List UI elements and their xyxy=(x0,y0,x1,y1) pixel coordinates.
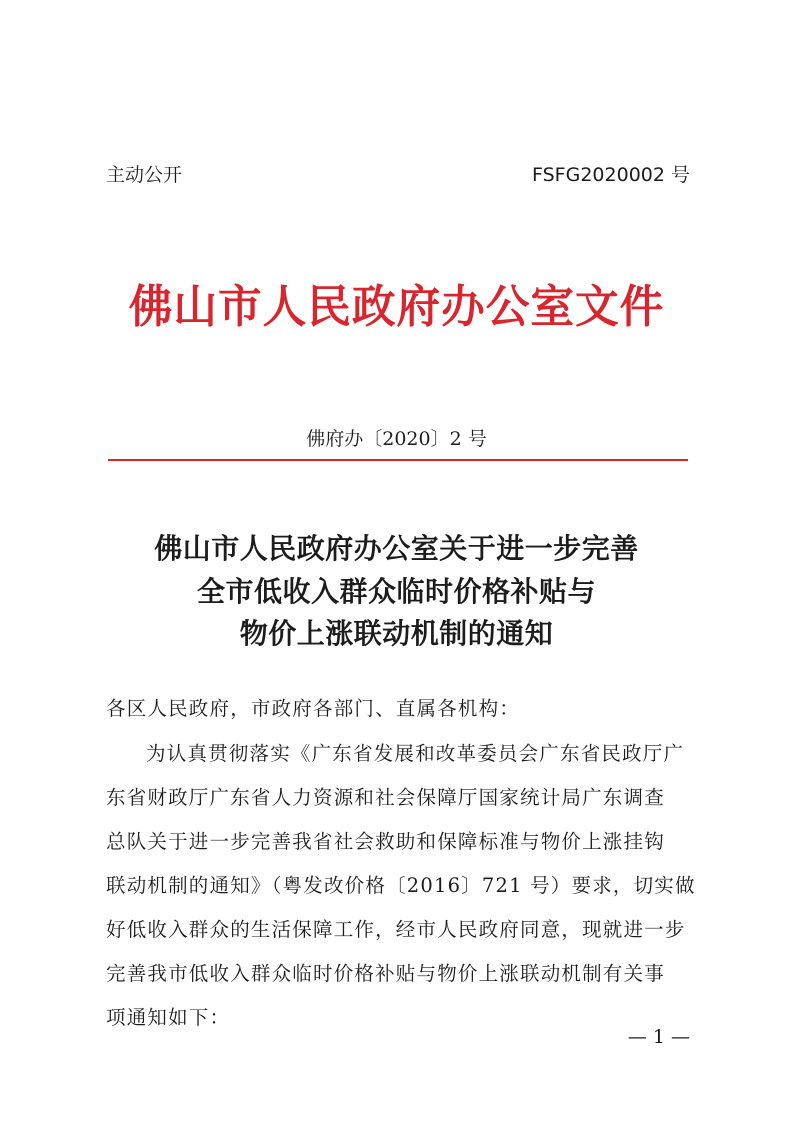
salutation: 各区人民政府，市政府各部门、直属各机构： xyxy=(106,697,521,720)
body-line-6: 完善我市低收入群众临时价格补贴与物价上涨联动机制有关事 xyxy=(106,962,665,985)
body-line-1: 为认真贯彻落实《广东省发展和改革委员会广东省民政厅广 xyxy=(146,742,685,765)
notice-title-line-3: 物价上涨联动机制的通知 xyxy=(239,617,554,650)
issuer-title: 佛山市人民政府办公室文件 xyxy=(128,280,665,333)
body-line-3: 总队关于进一步完善我省社会救助和保障标准与物价上涨挂钩 xyxy=(106,830,665,853)
notice-title-line-1: 佛山市人民政府办公室关于进一步完善 xyxy=(154,532,639,565)
red-divider-line xyxy=(108,459,688,461)
body-line-4: 联动机制的通知》（粤发改价格〔2016〕721 号）要求，切实做 xyxy=(106,874,696,897)
disclosure-label: 主动公开 xyxy=(106,164,183,186)
document-code: FSFG2020002 号 xyxy=(532,164,690,186)
file-number: 佛府办〔2020〕2 号 xyxy=(306,428,487,450)
page-number: — 1 — xyxy=(627,1026,690,1048)
notice-title-line-2: 全市低收入群众临时价格补贴与 xyxy=(196,575,596,608)
body-line-2: 东省财政厅广东省人力资源和社会保障厅国家统计局广东调查 xyxy=(106,786,665,809)
body-line-7: 项通知如下： xyxy=(106,1006,231,1029)
body-line-5: 好低收入群众的生活保障工作，经市人民政府同意，现就进一步 xyxy=(106,918,686,941)
